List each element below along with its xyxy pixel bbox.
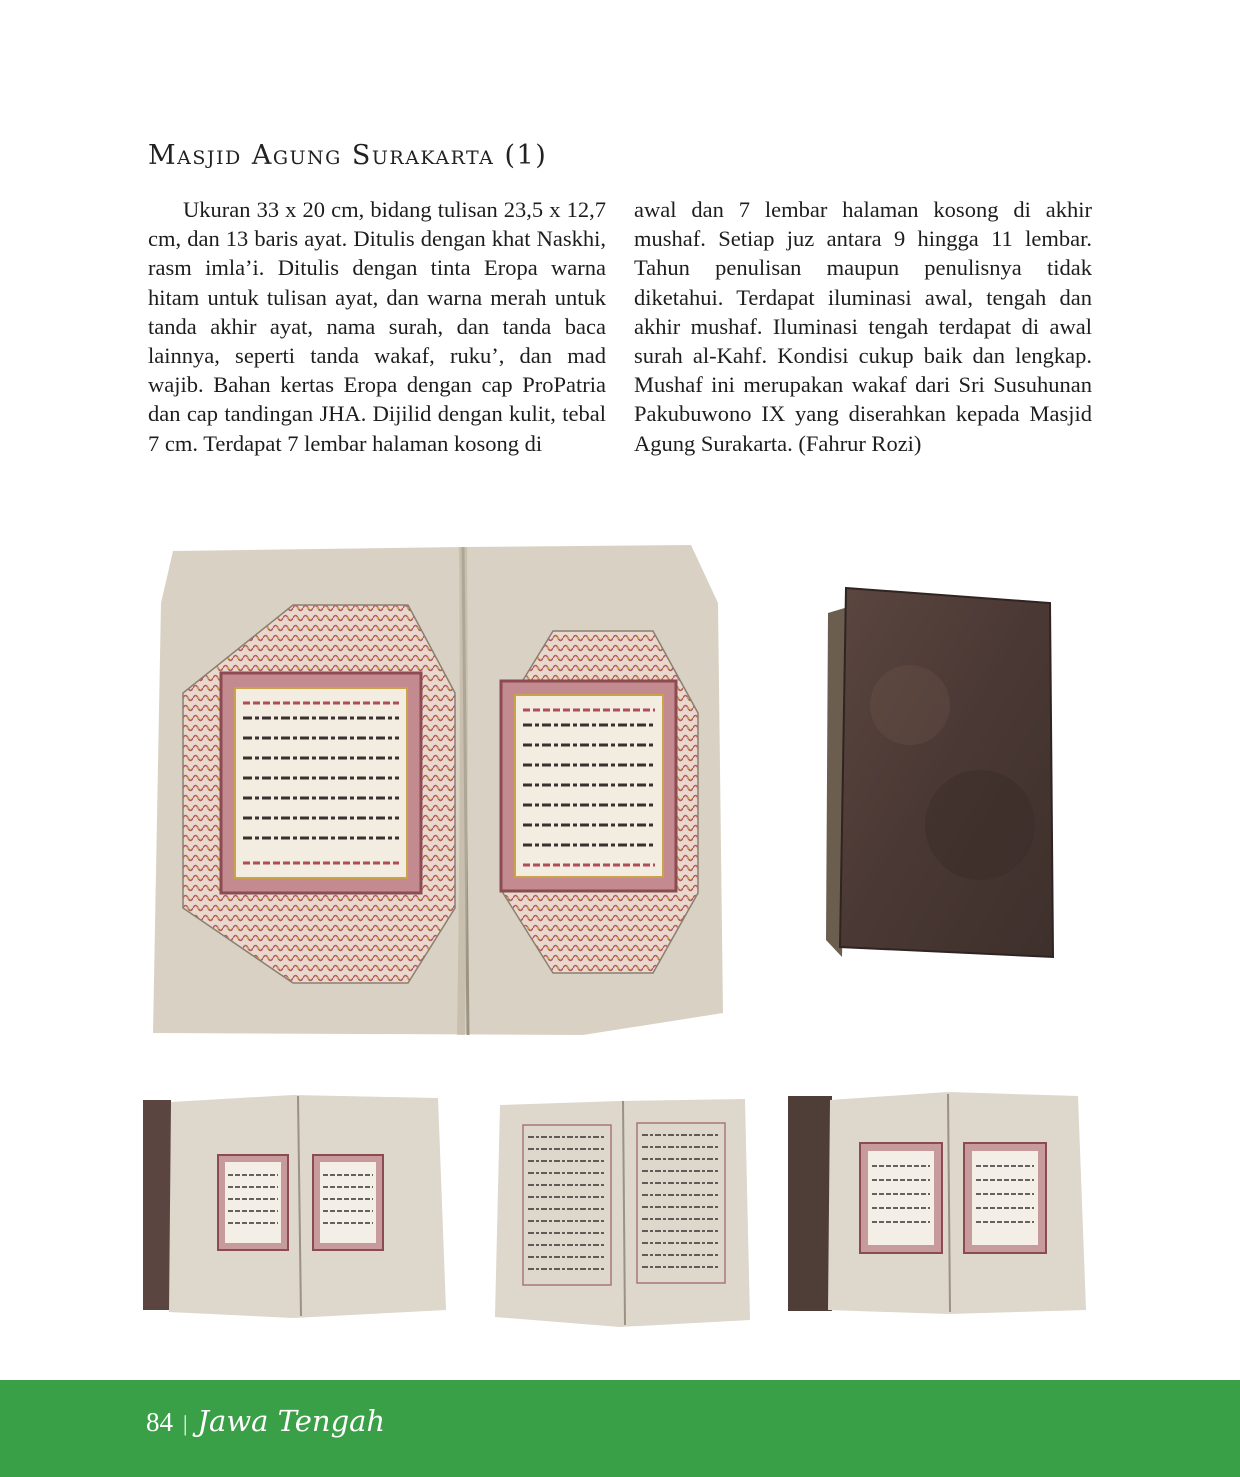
- footer-separator: |: [183, 1411, 188, 1436]
- footer: [146, 1404, 385, 1438]
- photo-illuminated-opening: [143, 543, 728, 1038]
- page-number: 84: [146, 1407, 173, 1437]
- region-name: Jawa Tengah: [197, 1404, 386, 1438]
- body-column-right: awal dan 7 lembar halaman kosong di akhir mushaf. Setiap juz antara 9 hingga 11 lembar. Tahun penulisan maupun penulisnya tidak diketahui. Terdapat iluminasi awal, tengah dan akhir mushaf. Iluminasi tengah terdapat di awal surah al-Kahf. Kondisi cukup baik dan lengkap. Mushaf ini merupakan wakaf dari Sri Susuhunan Pakubuwono IX yang diserahkan kepada Masjid Agung Surakarta. (Fahrur Rozi): [634, 197, 1092, 456]
- photo-opening-pages-1: [143, 1090, 448, 1320]
- body-column-left: Ukuran 33 x 20 cm, bidang tulisan 23,5 x 12,7 cm, dan 13 baris ayat. Ditulis dengan khat Naskhi, rasm imla’i. Ditulis dengan tinta Eropa warna hitam untuk tulisan ayat, dan warna merah untuk tanda akhir ayat, nama surah, dan tanda baca lainnya, seperti tanda wakaf, ruku’, dan mad wajib. Bahan kertas Eropa dengan cap ProPatria dan cap tandingan JHA. Dijilid dengan kulit, tebal 7 cm. Terdapat 7 lembar halaman kosong di: [148, 197, 606, 456]
- photo-opening-pages-2: [788, 1088, 1088, 1316]
- photo-text-pages: [495, 1095, 750, 1330]
- section-title: Masjid Agung Surakarta (1): [148, 140, 548, 171]
- photo-leather-cover: [820, 585, 1055, 960]
